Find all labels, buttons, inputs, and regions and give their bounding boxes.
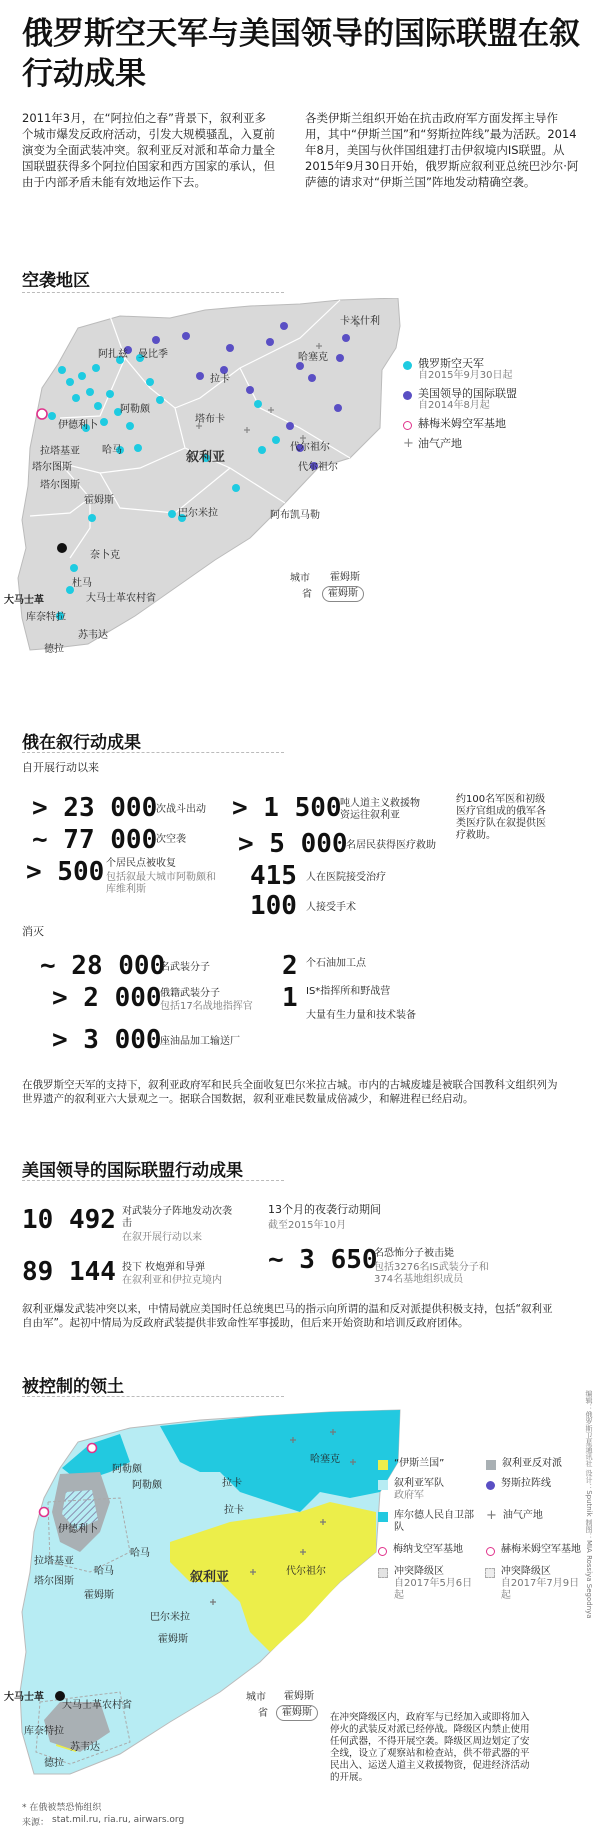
city-label: 阿勒颇: [132, 1480, 162, 1491]
stat-label: 次空袭: [156, 834, 186, 845]
city-label: 霍姆斯: [84, 1590, 114, 1601]
strike-dot: [48, 412, 56, 420]
legend-label: 俄罗斯空天军: [418, 357, 484, 370]
stat-value: > 2 000: [52, 983, 162, 1013]
province-label: 大马士革农村省: [62, 1700, 132, 1711]
stat-value: > 500: [26, 857, 105, 887]
coalition-heading: 美国领导的国际联盟行动成果: [22, 1161, 243, 1181]
hmeimim-ring-icon: [486, 1547, 495, 1556]
city-label: 德拉: [44, 644, 64, 655]
key-city: 城市: [246, 1692, 266, 1703]
legend-label: “伊斯兰国”: [394, 1458, 445, 1469]
legend-item: [378, 1544, 478, 1556]
stat-label: 名居民获得医疗救助: [346, 840, 436, 851]
stat-sub: 包括3276名IS武装分子和374名基地组织成员: [374, 1262, 489, 1285]
legend-label: 冲突降级区: [500, 1566, 551, 1577]
city-label: 塔尔图斯: [40, 480, 80, 491]
legend-item: [486, 1458, 562, 1470]
legend-item: [378, 1458, 478, 1470]
legend-sub: 自2014年8月起: [418, 400, 490, 411]
city-label: 阿扎兹: [98, 349, 128, 360]
city-label: 库奈特拉: [24, 1726, 64, 1737]
city-label: 阿勒颇: [120, 404, 150, 415]
nusra-dot-icon: [486, 1481, 495, 1490]
strike-dot: [254, 400, 262, 408]
legend-item: [486, 1510, 543, 1534]
city-label: 奈卜克: [90, 550, 120, 561]
key-example-province: 霍姆斯: [322, 586, 364, 602]
strike-dot: [126, 422, 134, 430]
city-label: 曼比季: [138, 349, 168, 360]
period-label: 13个月的夜袭行动期间: [268, 1203, 381, 1216]
intro-right: 各类伊斯兰组织开始在抗击政府军方面发挥主导作用，其中“伊斯兰国”和“努斯拉阵线”最为活跃。2014年8月，美国与伙伴国组建打击伊叙境内IS联盟。从2015年9月30日开始，俄罗斯应叙利亚总统巴沙尔·阿萨德的请求对“伊斯兰国”阵地发动精确空袭。: [305, 111, 579, 189]
strike-dot: [58, 366, 66, 374]
stat-value: 89 144: [22, 1257, 116, 1287]
city-label: 巴尔米拉: [150, 1612, 190, 1623]
legend-sub: 自2017年5月6日起: [394, 1578, 473, 1601]
city-label: 杜马: [72, 578, 92, 589]
city-label: 库奈特拉: [26, 612, 66, 623]
legend-sub: 自2015年9月30日起: [418, 370, 513, 381]
capital-label: 大马士革: [4, 595, 44, 606]
strike-dot: [266, 338, 274, 346]
legend-label: 赫梅米姆空军基地: [501, 1544, 581, 1555]
strike-dot: [280, 322, 288, 330]
city-label: 巴尔米拉: [178, 508, 218, 519]
stat-label: 对武装分子阵地发动次袭击: [122, 1206, 232, 1229]
city-label: 哈塞克: [298, 352, 328, 363]
legend-item: [486, 1478, 551, 1502]
city-label: 拉卡: [210, 374, 230, 385]
kurd-square-icon: [378, 1512, 388, 1522]
stat-label: 个石油加工点: [306, 958, 366, 969]
legend-label: 努斯拉阵线: [501, 1478, 551, 1489]
strike-dot: [86, 388, 94, 396]
opposition-square-icon: [486, 1460, 496, 1470]
strike-dot: [78, 372, 86, 380]
strike-dot: [272, 436, 280, 444]
legend-label: 赫梅米姆空军基地: [418, 417, 506, 430]
oil-plus-icon: +: [403, 436, 414, 451]
stat-label: 名武装分子: [160, 962, 210, 973]
city-label: 拉塔基亚: [40, 446, 80, 457]
coalition-note: 叙利亚爆发武装冲突以来，中情局就应美国时任总统奥巴马的指示向所谓的温和反对派提供积极支持，包括“叙利亚自由军”。起初中情局为反政府武装提供非致命性军事援助，但后来开始资助和培训反政府团体。: [22, 1303, 553, 1329]
stat-label: 名恐怖分子被击毙: [374, 1248, 454, 1259]
page-title: 俄罗斯空天军与美国领导的国际联盟在叙行动成果: [22, 16, 580, 92]
city-label: 代尔祖尔: [298, 462, 338, 473]
hmeimim-airbase-icon: [37, 409, 47, 419]
divider: [22, 292, 284, 293]
strike-dot: [156, 396, 164, 404]
legend-item: [486, 1544, 581, 1556]
city-label: 拉卡: [222, 1478, 242, 1489]
city-label: 哈塞克: [310, 1454, 340, 1465]
oil-plus-icon: +: [486, 1508, 497, 1523]
legend-sub: 自2017年7月9日起: [500, 1578, 580, 1601]
stat-sub: 在叙利亚和伊拉克境内: [122, 1275, 222, 1286]
strike-dot: [70, 564, 78, 572]
city-label: 哈马: [94, 1566, 114, 1577]
legend-sub: 政府军: [394, 1490, 424, 1501]
stat-value: > 3 000: [52, 1025, 162, 1055]
strike-dot: [100, 418, 108, 426]
strike-dot: [246, 386, 254, 394]
stat-label: 人在医院接受治疗: [306, 872, 386, 883]
city-label: 塔布卡: [195, 414, 225, 425]
map1-legend: [403, 358, 583, 450]
city-label: 拉卡: [224, 1505, 244, 1516]
city-label: 德拉: [44, 1758, 64, 1769]
key-city: 城市: [290, 573, 310, 584]
capital-label: 大马士革: [4, 1692, 44, 1703]
strike-dot: [152, 336, 160, 344]
country-label: 叙利亚: [190, 1570, 230, 1585]
legend-label: 梅纳戈空军基地: [393, 1544, 463, 1555]
strike-dot: [72, 394, 80, 402]
strike-dot: [258, 446, 266, 454]
stat-value: 415: [250, 861, 297, 891]
divider: [22, 1180, 284, 1181]
russia-footnote: 在俄罗斯空天军的支持下，叙利亚政府军和民兵全面收复巴尔米拉古城。市内的古城废墟是被联合国教科文组织列为世界遗产的叙利亚六大景观之一。据联合国数据，叙利亚难民数量成倍减少，和解进程已经启动。: [22, 1079, 558, 1105]
strike-dot: [182, 332, 190, 340]
divider: [22, 752, 284, 753]
city-label: 拉塔基亚: [34, 1556, 74, 1567]
army-square-icon: [378, 1480, 388, 1490]
key-province: 省: [302, 589, 312, 600]
stat-label: 次战斗出动: [156, 804, 206, 815]
stat-label: IS*指挥所和野战营: [306, 986, 391, 997]
zone2-square-icon: [485, 1568, 495, 1578]
strike-dot: [66, 378, 74, 386]
capital-marker: [57, 543, 67, 553]
map1-heading: 空袭地区: [22, 271, 90, 291]
stat-value: 100: [250, 891, 297, 921]
russia-heading: 俄在叙行动成果: [22, 733, 141, 753]
strike-dot: [92, 364, 100, 372]
footer-note: * 在俄被禁恐怖组织: [22, 1803, 102, 1813]
key-example-province: 霍姆斯: [276, 1705, 318, 1721]
stat-value: 1: [282, 983, 298, 1013]
legend-label: 库尔德人民自卫部队: [394, 1510, 474, 1533]
period-sub: 截至2015年10月: [268, 1220, 347, 1231]
legend-item: [378, 1478, 478, 1502]
stat-value: ~ 3 650: [268, 1245, 378, 1275]
city-label: 阿布凯马勒: [270, 510, 320, 521]
stat-label: 座油品加工输送厂: [160, 1036, 240, 1047]
legend-item: [403, 438, 583, 450]
city-label: 代尔祖尔: [286, 1566, 326, 1577]
city-label: 塔尔图斯: [32, 462, 72, 473]
stat-value: > 1 500: [232, 793, 342, 823]
stat-label: 投下 枚炮弹和导弹: [122, 1262, 206, 1273]
map2-heading: 被控制的领土: [22, 1377, 124, 1397]
cyan-dot-icon: [403, 361, 412, 370]
stat-label: 俄籍武装分子: [160, 988, 220, 999]
legend-item: [403, 418, 583, 430]
legend-label: 美国领导的国际联盟: [418, 387, 517, 400]
city-label: 苏韦达: [78, 630, 108, 641]
stat-value: ~ 28 000: [40, 951, 166, 981]
strike-dot: [334, 404, 342, 412]
strike-dot: [168, 510, 176, 518]
city-label: 伊德利卜: [58, 1524, 98, 1535]
destroyed-label: 消灭: [22, 925, 44, 938]
legend-label: 叙利亚反对派: [502, 1458, 562, 1469]
city-label: 卡米什利: [340, 316, 380, 327]
stat-label: 人接受手术: [306, 902, 356, 913]
strike-dot: [196, 372, 204, 380]
key-example: 霍姆斯: [330, 572, 360, 583]
legend-label: 油气产地: [502, 1510, 543, 1521]
legend-item: [485, 1566, 588, 1602]
strike-dot: [94, 402, 102, 410]
hmeimim-airbase-icon: [40, 1508, 49, 1517]
city-label: 阿勒颇: [112, 1464, 142, 1475]
city-label: 霍姆斯: [84, 495, 114, 506]
legend-label: 冲突降级区: [394, 1566, 444, 1577]
city-label: 哈马: [102, 445, 122, 456]
menagh-ring-icon: [378, 1547, 387, 1556]
map2-legend: [378, 1458, 588, 1602]
stat-value: ~ 77 000: [32, 825, 158, 855]
stat-value: > 23 000: [32, 793, 158, 823]
stat-value: 10 492: [22, 1205, 116, 1235]
strike-dot: [286, 422, 294, 430]
strike-dot: [308, 374, 316, 382]
strike-dot: [146, 378, 154, 386]
zone-square-icon: [378, 1568, 388, 1578]
key-example: 霍姆斯: [284, 1691, 314, 1702]
divider: [22, 1396, 284, 1397]
stat-sub: 在叙开展行动以来: [122, 1232, 202, 1243]
legend-item: [403, 388, 583, 412]
is-square-icon: [378, 1460, 388, 1470]
purple-dot-icon: [403, 391, 412, 400]
equip-label: 大量有生力量和技术装备: [306, 1010, 416, 1021]
source-text: stat.mil.ru, ria.ru, airwars.org: [52, 1815, 185, 1825]
intro-left: 2011年3月，在“阿拉伯之春”背景下，叙利亚多个城市爆发反政府活动，引发大规模骚乱，入夏前演变为全面武装冲突。叙利亚反对派和革命力量全国联盟获得多个阿拉伯国家和西方国家的承认，但由于内部矛盾未能有效地运作下去。: [22, 111, 275, 189]
stat-label: 吨人道主义救援物资运往叙利亚: [340, 798, 420, 821]
stat-label: 个居民点被收复: [106, 858, 176, 869]
strike-dot: [106, 390, 114, 398]
stat-value: 2: [282, 951, 298, 981]
stat-sub: 包括叙最大城市阿勒颇和库维利斯: [106, 872, 216, 895]
stat-sub: 包括17名战地指挥官: [160, 1001, 253, 1012]
city-label: 塔尔图斯: [34, 1576, 74, 1587]
legend-item: [378, 1566, 477, 1602]
strike-dot: [342, 334, 350, 342]
legend-label: 叙利亚军队: [394, 1478, 444, 1489]
province-label: 大马士革农村省: [86, 593, 156, 604]
stat-value: > 5 000: [238, 829, 348, 859]
city-label: 霍姆斯: [158, 1634, 188, 1645]
strike-dot: [336, 354, 344, 362]
menagh-airbase-icon: [88, 1444, 97, 1453]
city-label: 代尔祖尔: [290, 442, 330, 453]
legend-item: [378, 1510, 478, 1534]
legend-label: 油气产地: [418, 437, 462, 450]
medical-note: 约100名军医和初级医疗官组成的俄军各类医疗队在叙提供医疗救助。: [456, 794, 546, 841]
airbase-ring-icon: [403, 421, 412, 430]
strike-dot: [226, 344, 234, 352]
source-label: 来源：: [22, 1818, 50, 1828]
key-province: 省: [258, 1708, 268, 1719]
city-label: 哈马: [130, 1548, 150, 1559]
strike-dot: [220, 366, 228, 374]
since-label: 自开展行动以来: [22, 761, 99, 774]
legend-item: [403, 358, 583, 382]
city-label: 伊德利卜: [58, 420, 98, 431]
zone-note: 在冲突降级区内，政府军与已经加入或即将加入停火的武装反对派已经停战。降级区内禁止使用任何武器，不得开展空袭。降级区周边划定了安全线，设立了观察站和检查站，供不带武器的平民出入、运送人道主义救援物资，促进经济活动的开展。: [330, 1712, 530, 1783]
country-label: 叙利亚: [186, 450, 226, 465]
city-label: 苏韦达: [70, 1742, 100, 1753]
credit-text: 编辑：俄罗斯卫星通讯社 设计：Sputnik 制图：MIA Rossiya Segodnya: [585, 1390, 593, 1619]
strike-dot: [134, 444, 142, 452]
strike-dot: [88, 514, 96, 522]
strike-dot: [232, 484, 240, 492]
